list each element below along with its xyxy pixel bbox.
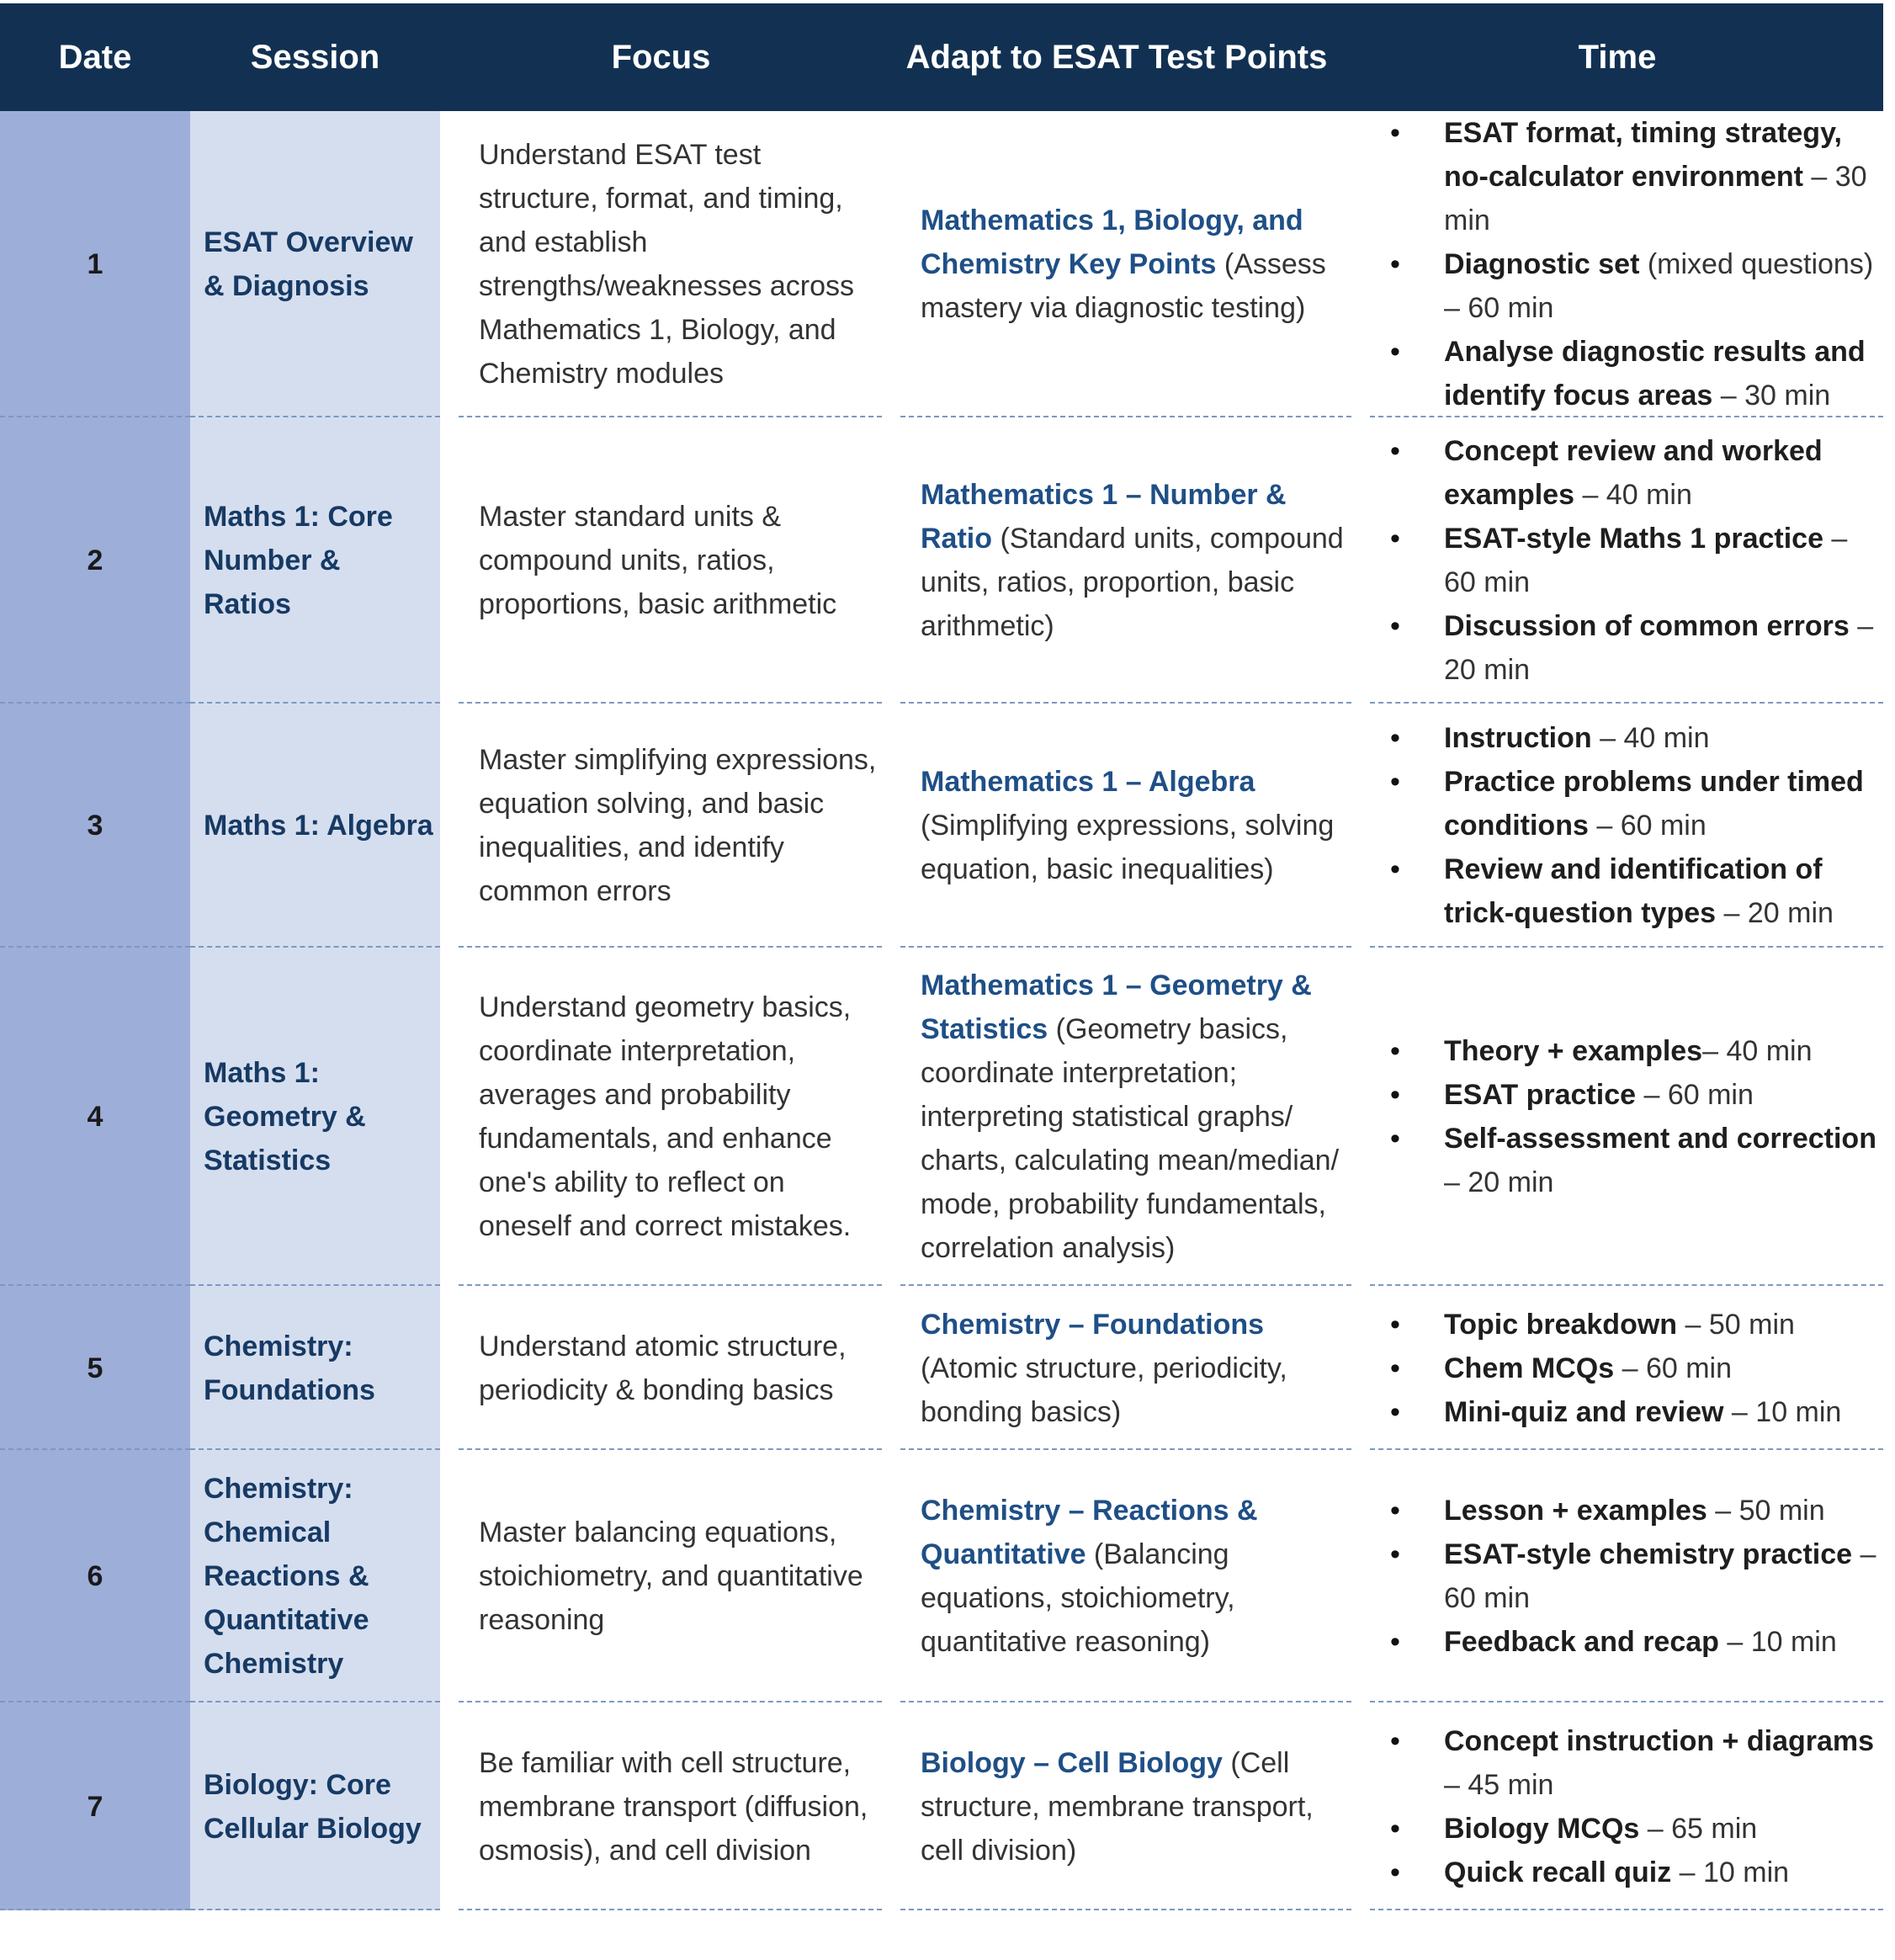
focus-text: Master simplifying expressions, equation solving, and basic inequalities, and identify common errors [479,744,877,907]
focus-cell [440,1702,882,1910]
time-duration: – 60 min [1614,1352,1732,1384]
session-title: Biology: Core Cellular Biology [204,1768,422,1845]
time-activity: Review and identification of trick-question types [1444,853,1823,929]
focus-text: Master balancing equations, stoichiometry, and quantitative reasoning [479,1516,863,1636]
session-title: ESAT Overview & Diagnosis [204,226,413,302]
bullet-icon: • [1390,336,1400,368]
session-number: 7 [87,1790,104,1823]
adapt-cell [882,1450,1351,1702]
date-cell [0,111,190,417]
bullet-icon: • [1390,1308,1400,1341]
bullet-icon: • [1390,766,1400,798]
table-row [0,704,1883,948]
table-row [0,948,1883,1286]
time-duration: – 30 min [1712,380,1831,412]
time-activity: Mini-quiz and review [1444,1395,1724,1428]
time-activity: Instruction [1444,722,1592,754]
time-cell [1351,1702,1883,1910]
session-title: Maths 1: Core Number & Ratios [204,501,393,620]
bullet-icon: • [1390,853,1400,885]
focus-cell [440,1450,882,1702]
time-item [1387,1807,1878,1851]
bullet-icon: • [1390,1724,1400,1757]
bullet-icon: • [1390,610,1400,642]
time-item [1387,1851,1878,1894]
adapt-details: (Standard units, compound units, ratios, proportion, basic arithmetic) [921,523,1344,642]
time-activity: Quick recall quiz [1444,1856,1672,1888]
adapt-text [900,199,1351,330]
time-list [1387,1719,1878,1894]
adapt-text [900,760,1351,891]
adapt-cell [882,1702,1351,1910]
header-focus: Focus [440,3,882,111]
time-item [1387,1303,1878,1347]
bullet-icon: • [1390,1123,1400,1155]
time-cell [1351,704,1883,948]
bullet-icon: • [1390,1035,1400,1067]
time-activity: Discussion of common errors [1444,610,1850,642]
session-cell [190,111,440,417]
bullet-icon: • [1390,1856,1400,1888]
time-activity: Lesson + examples [1444,1495,1707,1527]
schedule-table [0,3,1883,1910]
time-activity: Diagnostic set [1444,248,1640,280]
time-duration: – 20 min [1444,610,1874,686]
adapt-text [900,1489,1351,1664]
focus-cell [440,1286,882,1450]
time-cell [1351,1450,1883,1702]
time-duration: – 60 min [1444,1538,1876,1614]
time-list [1387,111,1878,417]
time-list [1387,1303,1878,1434]
time-activity: ESAT-style Maths 1 practice [1444,523,1823,555]
time-activity: ESAT-style chemistry practice [1444,1538,1853,1570]
time-item [1387,242,1878,330]
time-list [1387,1029,1878,1204]
time-item [1387,1390,1878,1434]
session-cell [190,704,440,948]
adapt-text [900,1303,1351,1434]
time-activity: Concept review and worked examples [1444,435,1823,511]
time-item [1387,604,1878,692]
time-activity: Feedback and recap [1444,1626,1719,1658]
time-cell [1351,948,1883,1286]
time-item [1387,517,1878,604]
table-row [0,1702,1883,1910]
time-activity: Analyse diagnostic results and identify focus areas [1444,336,1866,412]
session-cell [190,948,440,1286]
bullet-icon: • [1390,523,1400,555]
bullet-icon: • [1390,435,1400,467]
table-row [0,111,1883,417]
time-activity: Theory + examples [1444,1035,1703,1067]
date-cell [0,417,190,704]
adapt-key-points: Mathematics 1 – Geometry & Statistics [921,969,1312,1045]
adapt-details: (Balancing equations, stoichiometry, quantitative reasoning) [921,1538,1235,1658]
bullet-icon: • [1390,1079,1400,1111]
time-cell [1351,111,1883,417]
time-item [1387,1719,1878,1807]
date-cell [0,1450,190,1702]
time-duration: – 20 min [1716,897,1834,929]
bullet-icon: • [1390,722,1400,754]
time-item [1387,1532,1878,1620]
time-item [1387,111,1878,242]
session-number: 1 [87,248,104,280]
time-item [1387,1117,1878,1204]
session-title: Maths 1: Algebra [204,810,433,842]
bullet-icon: • [1390,1626,1400,1658]
time-activity: Self-assessment and correction [1444,1123,1876,1155]
adapt-key-points: Mathematics 1 – Algebra [921,766,1255,798]
bullet-icon: • [1390,117,1400,149]
time-duration: – 40 min [1591,722,1710,754]
adapt-key-points: Mathematics 1, Biology, and Chemistry Key Points [921,204,1303,280]
bullet-icon: • [1390,1495,1400,1527]
time-duration: – 40 min [1702,1035,1813,1067]
session-number: 5 [87,1352,104,1384]
time-duration: – 10 min [1671,1856,1790,1888]
time-item [1387,1620,1878,1664]
session-title: Maths 1: Geometry & Statistics [204,1057,366,1177]
session-cell [190,417,440,704]
date-cell [0,948,190,1286]
adapt-key-points: Chemistry – Foundations [921,1308,1265,1341]
session-number: 3 [87,810,104,842]
time-duration: – 30 min [1444,161,1867,236]
session-cell [190,1702,440,1910]
table-row [0,1450,1883,1702]
time-list [1387,716,1878,935]
time-duration: – 50 min [1677,1308,1795,1341]
adapt-key-points: Biology – Cell Biology [921,1746,1223,1779]
session-cell [190,1286,440,1450]
adapt-cell [882,948,1351,1286]
time-activity: Concept instruction + diagrams [1444,1724,1875,1757]
date-cell [0,704,190,948]
adapt-text [900,964,1351,1270]
focus-cell [440,111,882,417]
session-number: 2 [87,544,104,576]
time-item [1387,716,1878,760]
bullet-icon: • [1390,248,1400,280]
time-duration: (mixed questions) – 60 min [1444,248,1874,324]
bullet-icon: • [1390,1812,1400,1845]
time-duration: – 20 min [1444,1166,1554,1198]
focus-cell [440,948,882,1286]
focus-text: Understand geometry basics, coordinate interpretation, averages and probability fundamentals, and enhance one's ability to reflect on oneself and correct mistakes. [479,991,852,1242]
time-cell [1351,417,1883,704]
header-row [0,3,1883,111]
header-time: Time [1351,3,1883,111]
adapt-text [900,473,1351,648]
time-duration: – 50 min [1707,1495,1825,1527]
time-item [1387,1073,1878,1117]
time-activity: ESAT practice [1444,1079,1637,1111]
time-item [1387,1029,1878,1073]
header-session: Session [190,3,440,111]
date-cell [0,1702,190,1910]
focus-text: Understand ESAT test structure, format, and timing, and establish strengths/weaknesses across Mathematics 1, Biology, and Chemistry modules [479,139,854,390]
adapt-key-points: Mathematics 1 – Number & Ratio [921,479,1287,555]
time-activity: ESAT format, timing strategy, no-calculator environment [1444,117,1842,193]
time-list [1387,1489,1878,1664]
time-activity: Biology MCQs [1444,1812,1640,1845]
session-number: 6 [87,1560,104,1592]
time-item [1387,330,1878,417]
time-duration: – 60 min [1636,1079,1754,1111]
adapt-details: (Atomic structure, periodicity, bonding basics) [921,1352,1287,1428]
adapt-cell [882,1286,1351,1450]
focus-text: Master standard units & compound units, ratios, proportions, basic arithmetic [479,501,837,620]
bullet-icon: • [1390,1395,1400,1428]
session-cell [190,1450,440,1702]
adapt-details: (Assess mastery via diagnostic testing) [921,248,1326,324]
time-cell [1351,1286,1883,1450]
focus-text: Be familiar with cell structure, membrane transport (diffusion, osmosis), and cell division [479,1746,868,1867]
adapt-details: (Geometry basics, coordinate interpretation; interpreting statistical graphs/ charts, calculating mean/median/ mode, probability fundamentals, correlation analysis) [921,1013,1340,1264]
time-duration: – 40 min [1574,479,1692,511]
time-activity: Practice problems under timed conditions [1444,766,1864,842]
focus-text: Understand atomic structure, periodicity & bonding basics [479,1330,847,1406]
time-item [1387,1347,1878,1390]
table-row [0,1286,1883,1450]
bullet-icon: • [1390,1538,1400,1570]
time-list [1387,429,1878,692]
time-duration: – 10 min [1718,1626,1837,1658]
adapt-cell [882,704,1351,948]
header-adapt: Adapt to ESAT Test Points [882,3,1351,111]
time-item [1387,1489,1878,1532]
time-duration: – 60 min [1444,523,1848,598]
adapt-details: (Simplifying expressions, solving equation, basic inequalities) [921,810,1335,885]
adapt-details: (Cell structure, membrane transport, cell division) [921,1746,1314,1867]
time-item [1387,847,1878,935]
focus-cell [440,704,882,948]
time-item [1387,760,1878,847]
time-activity: Topic breakdown [1444,1308,1678,1341]
adapt-key-points: Chemistry – Reactions & Quantitative [921,1495,1258,1570]
session-title: Chemistry: Foundations [204,1330,375,1406]
date-cell [0,1286,190,1450]
time-duration: – 45 min [1444,1768,1554,1801]
bullet-icon: • [1390,1352,1400,1384]
focus-cell [440,417,882,704]
session-number: 4 [87,1101,104,1133]
time-activity: Chem MCQs [1444,1352,1615,1384]
time-duration: – 10 min [1723,1395,1842,1428]
session-title: Chemistry: Chemical Reactions & Quantitative Chemistry [204,1473,369,1680]
header-date: Date [0,3,190,111]
adapt-cell [882,417,1351,704]
time-item [1387,429,1878,517]
adapt-text [900,1741,1351,1872]
adapt-cell [882,111,1351,417]
time-duration: – 65 min [1639,1812,1758,1845]
table-row [0,417,1883,704]
time-duration: – 60 min [1588,810,1707,842]
